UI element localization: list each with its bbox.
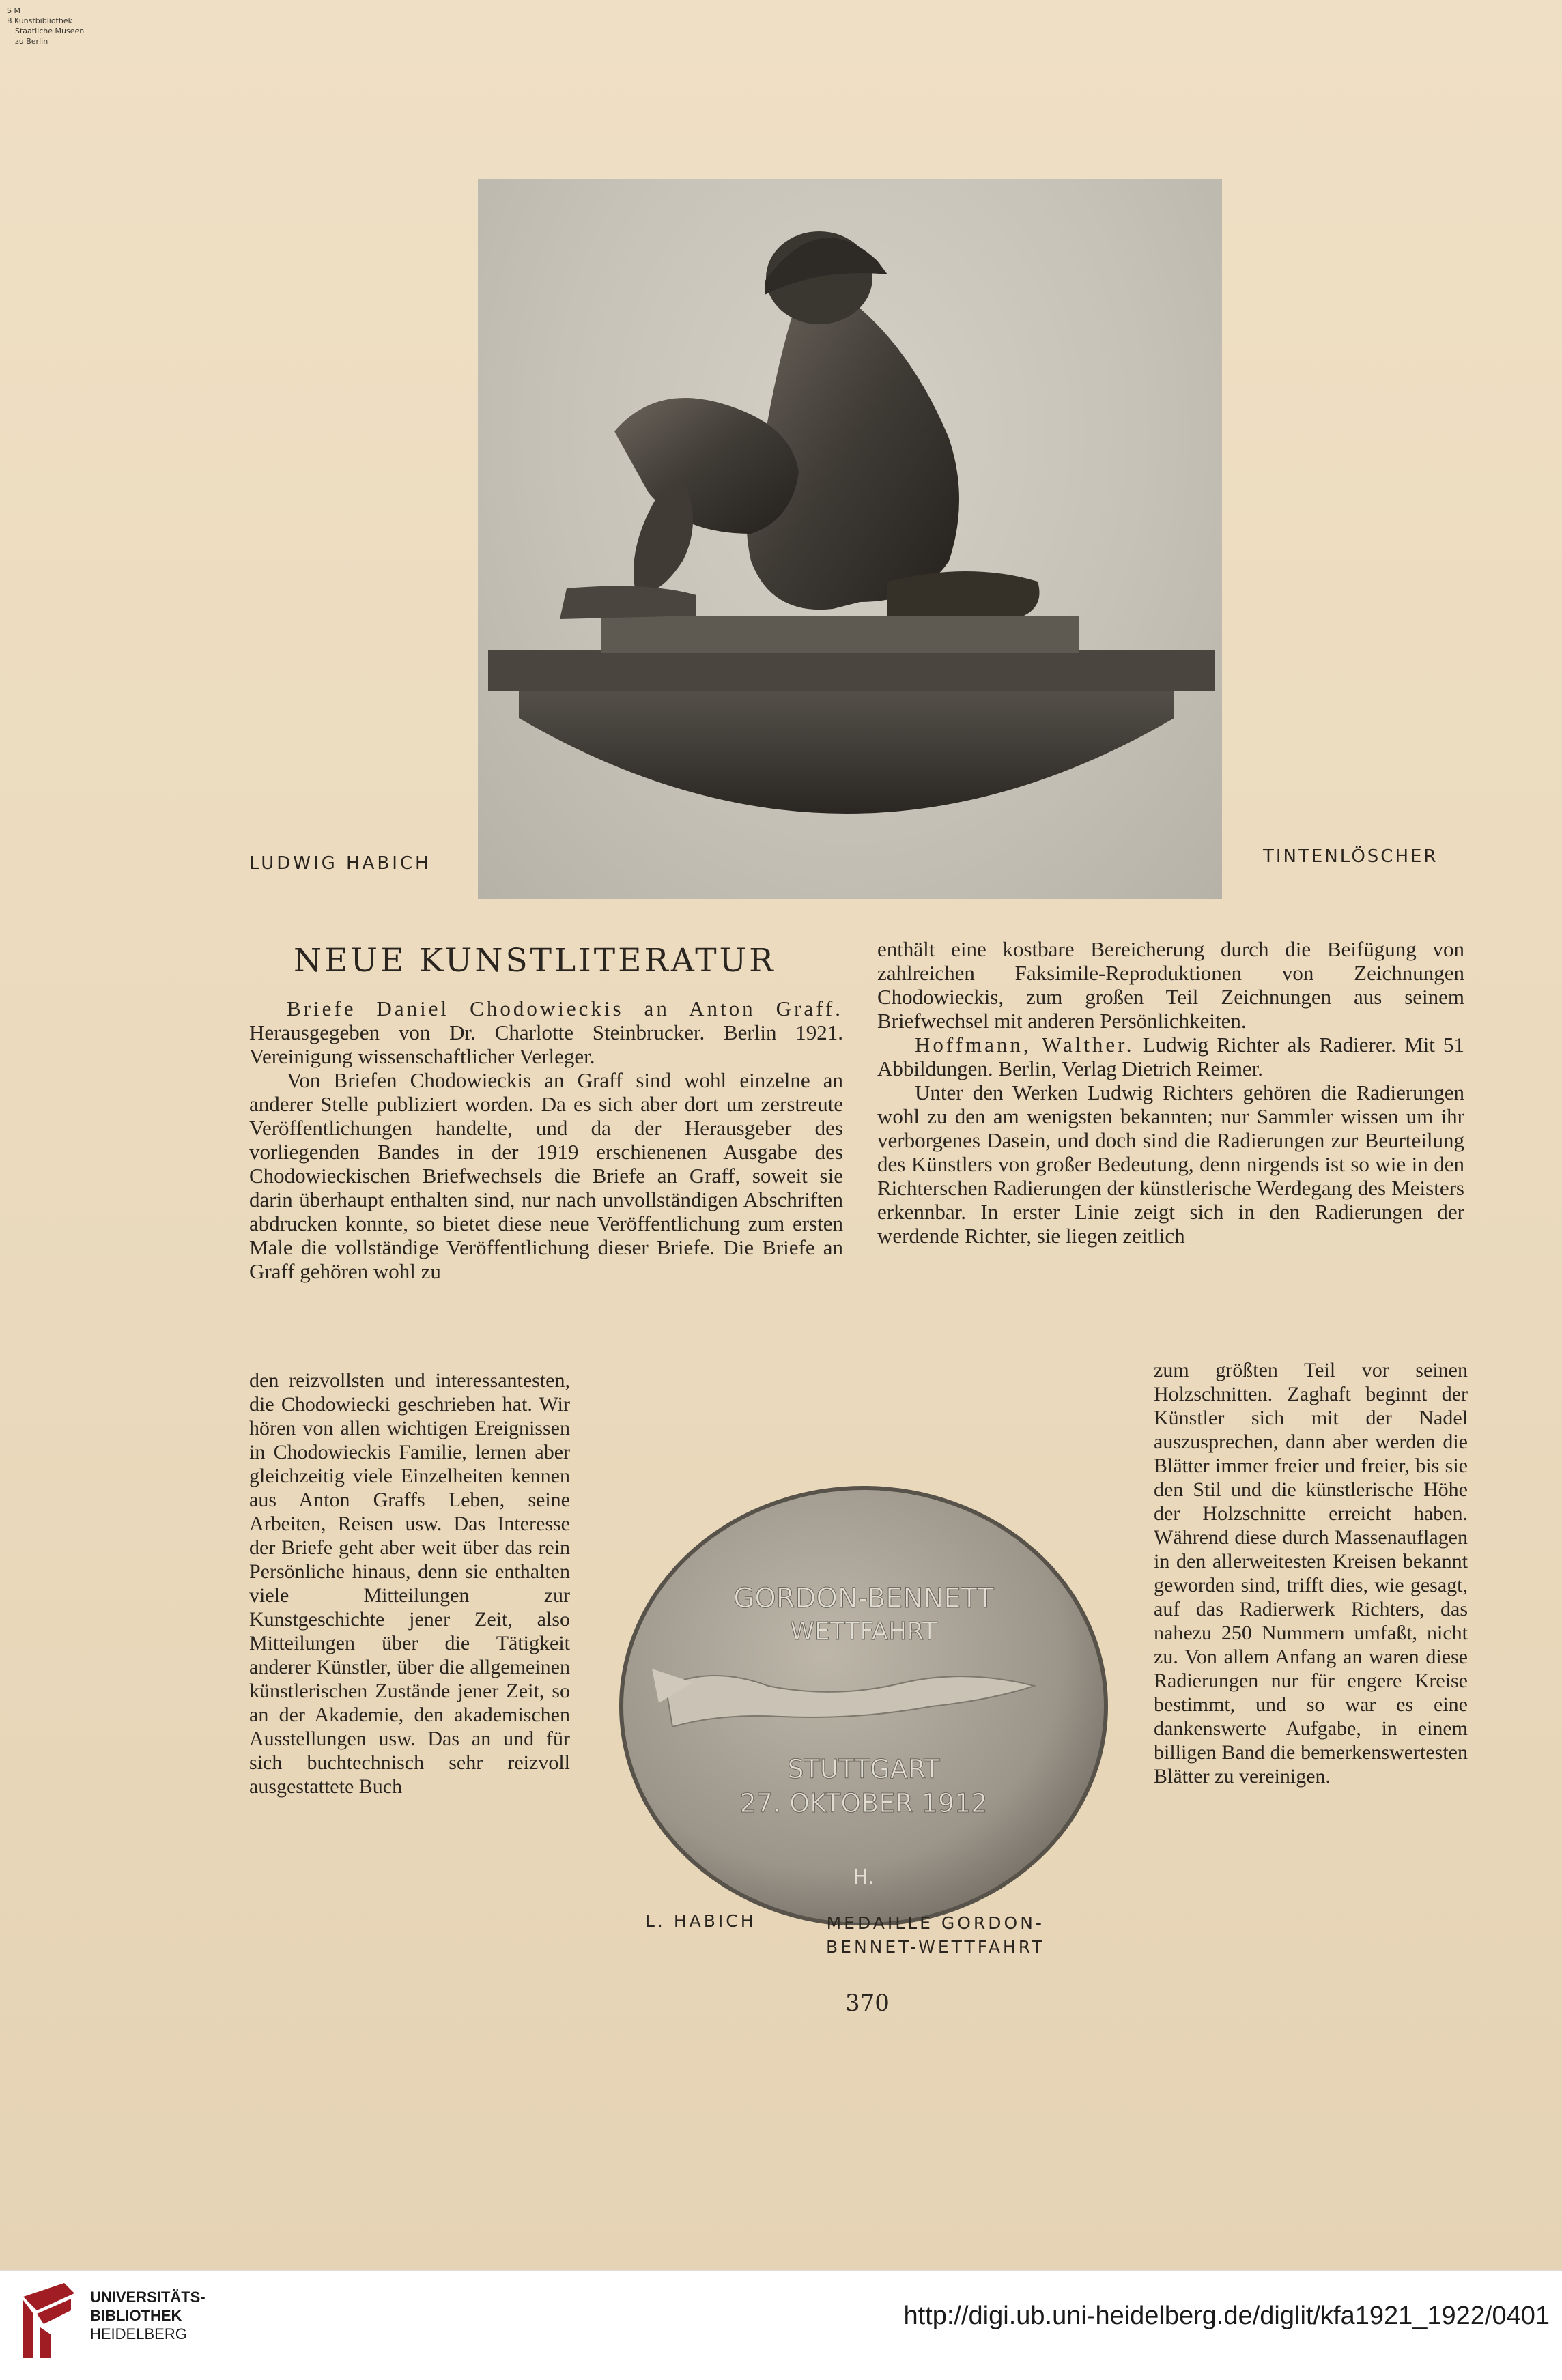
- medal-caption-artist: L. HABICH: [645, 1911, 756, 1931]
- medal-monogram: H.: [853, 1865, 875, 1889]
- photo-caption-title: TINTENLÖSCHER: [1263, 846, 1438, 867]
- caption-line: BENNET-WETTFAHRT: [826, 1937, 1045, 1957]
- library-name-line: UNIVERSITÄTS-: [90, 2289, 205, 2306]
- section-heading: NEUE KUNSTLITERATUR: [294, 942, 776, 979]
- medal-inscription: WETTFAHRT: [790, 1618, 937, 1646]
- paragraph: enthält eine kostbare Bereicherung durch die Beifügung von zahlreichen Faksimile-Reproduktionen von Zeichnungen Chodowieckis, zum großen Teil Zeichnungen aus seinem Briefwechsel mit anderen Persönlichkeiten.: [877, 937, 1464, 1033]
- text-column-right-narrow: [1154, 1358, 1468, 1788]
- medal-inscription: STUTTGART: [787, 1754, 940, 1784]
- library-stamp: [7, 5, 109, 46]
- paragraph: den reizvollsten und interessantesten, die Chodowiecki geschrieben hat. Wir hören von allen wichtigen Ereignissen in Chodowieckis Familie, lernen aber gleichzeitig viele Einzelheiten kennen aus Anton Graffs Leben, seine Arbeiten, Reisen usw. Das Interesse der Briefe geht aber weit über das rein Persönliche hinaus, denn sie enthalten viele Mitteilungen zur Kunstgeschichte jener Zeit, also Mitteilungen über die Tätigkeit anderer Künstler, über die allgemeinen künstlerischen Zustände jener Zeit, so an der Akademie, den akademischen Ausstellungen usw. Das an und für sich buchtechnisch sehr reizvoll ausgestattete Buch: [249, 1369, 570, 1798]
- medal-image: [611, 1481, 1116, 1925]
- caption-line: MEDAILLE GORDON-: [826, 1913, 1045, 1933]
- book-details: Herausgegeben von Dr. Charlotte Steinbrucker. Berlin 1921. Vereinigung wissenschaftlicher Verleger.: [249, 1020, 843, 1068]
- text-column-left-narrow: [249, 1368, 570, 1798]
- book-title: Hoffmann, Walther.: [915, 1033, 1135, 1057]
- paragraph: Von Briefen Chodowieckis an Graff sind wohl einzelne an anderer Stelle publiziert worden. Da es sich aber dort um zerstreute Veröffentlichungen handelte, und da der Herausgeber des vorliegenden Bandes in der 1919 erschienenen Ausgabe des Chodowieckischen Briefwechsels die Briefe an Graff, soweit sie darin überhaupt enthalten sind, nur nach unvollständigen Abschriften abdrucken konnte, so bietet diese neue Veröffentlichung zum ersten Male die vollständige Veröffentlichung dieser Briefe. Die Briefe an Graff gehören wohl zu: [249, 1068, 843, 1283]
- book-details: Ludwig Richter als Radierer. Mit 51 Abbildungen. Berlin, Verlag Dietrich Reimer.: [877, 1033, 1464, 1080]
- stamp-line: Staatliche Museen: [15, 27, 85, 35]
- paragraph: Unter den Werken Ludwig Richters gehören die Radierungen wohl zu den am wenigsten bekannten; nur Sammler wissen um ihr verborgenes Dasein, und doch sind die Radierungen zur Beurteilung des Künstlers von großer Bedeutung, denn nirgends ist so wie in den Richterschen Radierungen der künstlerische Werdegang des Meisters erkennbar. In erster Linie zeigt sich in den Radierungen der werdende Richter, sie liegen zeitlich: [877, 1080, 1464, 1248]
- text-column-right: [877, 937, 1464, 1248]
- paragraph: [249, 997, 843, 1068]
- source-url[interactable]: http://digi.ub.uni-heidelberg.de/diglit/kfa1921_1922/0401: [903, 2302, 1550, 2330]
- paragraph: zum größten Teil vor seinen Holzschnitten. Zaghaft beginnt der Künstler sich mit der Nadel auszusprechen, dann aber werden die Blätter immer freier und freier, bis sie den Stil und die künstlerische Höhe der Holzschnitte erreicht haben. Während diese durch Massenauflagen in den allerweitesten Kreisen bekannt geworden sind, trifft dies, wie gesagt, auf das Radierwerk Richters, das nahezu 250 Nummern umfaßt, nicht zu. Von allem Anfang an waren diese Radierungen nur für engere Kreise bestimmt, und so war es eine dankenswerte Aufgabe, in einem billigen Band die bemerkenswertesten Blätter zu vereinigen.: [1154, 1359, 1468, 1788]
- stamp-line: S M: [7, 6, 20, 15]
- library-logo-icon: [16, 2280, 81, 2362]
- paragraph: [877, 1033, 1464, 1080]
- medal-caption-title: [826, 1911, 1045, 1959]
- sculpture-photo: [478, 179, 1222, 899]
- medal-inscription: GORDON-BENNETT: [733, 1583, 994, 1614]
- medal-inscription: 27. OKTOBER 1912: [739, 1788, 988, 1818]
- stamp-line: zu Berlin: [15, 37, 48, 46]
- stamp-line: B Kunstbibliothek: [7, 16, 72, 25]
- library-name-line: BIBLIOTHEK: [90, 2307, 182, 2324]
- library-name-line: HEIDELBERG: [90, 2325, 187, 2342]
- page-number: 370: [845, 1990, 890, 2017]
- book-title: Briefe Daniel Chodowieckis an Anton Graff.: [287, 997, 843, 1020]
- library-name: [90, 2288, 205, 2343]
- text-column-left: [249, 997, 843, 1283]
- photo-caption-artist: LUDWIG HABICH: [249, 853, 431, 874]
